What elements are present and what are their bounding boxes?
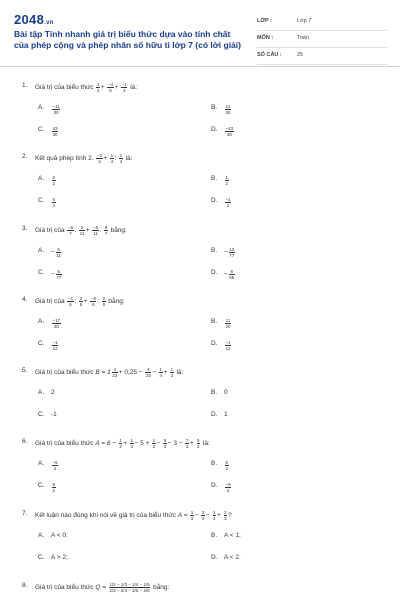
meta-row-class bbox=[257, 14, 387, 31]
question-text: Giá trị của biểu thức A = 6 − $\frac{1}{2}$ + $\frac{1}{3}$ − 5 + $\frac{1}{2}$ − $\frac{5}{3}$ − 3 − $\frac{7}{3}$ + $\frac{5}{2}$ là: bbox=[35, 438, 210, 449]
document-header bbox=[14, 12, 386, 62]
logo-suffix: .vn bbox=[44, 20, 54, 26]
document-meta bbox=[257, 14, 387, 65]
meta-key: MÔN : bbox=[257, 35, 274, 41]
question-number: 5. bbox=[22, 367, 28, 374]
meta-row-count bbox=[257, 48, 387, 65]
question-number: 6. bbox=[22, 438, 28, 445]
site-logo[interactable] bbox=[14, 12, 54, 27]
question-number: 4. bbox=[22, 296, 28, 303]
question-text: Giá trị của biểu thức B = 1 $\frac{4}{23}$ + 0,25 − $\frac{4}{23}$ − $\frac{1}{4}$ + $\frac{1}{2}$ là: bbox=[35, 367, 184, 378]
meta-key: SỐ CÂU : bbox=[257, 52, 282, 58]
question-text: Kết quả phép tính 2. $\frac{-3}{4}$ + $\frac{1}{4}$ : $\frac{1}{4}$ là: bbox=[35, 153, 133, 164]
question-number: 7. bbox=[22, 510, 28, 517]
question-text: Giá trị của biểu thức $\frac{1}{2}$ + $\frac{-4}{5}$ + $\frac{-1}{3}$ là: bbox=[35, 82, 138, 93]
logo-text: 2048 bbox=[14, 12, 45, 27]
question-text: Giá trị của $\frac{-5}{7}$ . $\frac{2}{11}$ + $\frac{-5}{11}$ . $\frac{9}{7}$ bằng: bbox=[35, 225, 127, 236]
header-divider bbox=[0, 66, 400, 67]
question-number: 2. bbox=[22, 153, 28, 160]
meta-value: Toán bbox=[297, 35, 309, 41]
question-text: Giá trị của $\frac{-1}{6}$ : $\frac{2}{5}$ + $\frac{-5}{6}$ : $\frac{2}{5}$ bằng: bbox=[35, 296, 125, 307]
meta-value: 25 bbox=[297, 52, 304, 58]
question-number: 3. bbox=[22, 225, 28, 232]
meta-value: Lớp 7 bbox=[297, 18, 312, 24]
meta-row-subject bbox=[257, 31, 387, 48]
question-number: 8. bbox=[22, 582, 28, 589]
question-text: Kết luận nào đúng khi nói về giá trị của biểu thức A = $\frac{1}{3}$ − $\frac{3}{4}$ − $\frac{1}{4}$ + $\frac{2}{3}$ ? bbox=[35, 510, 232, 521]
question-text: Giá trị của biểu thức Q = $\frac{1/2 - 1/3 - 1/4 - 1/5}{2/3 - 2/4 - 2/5 - 2/6}$ bằng: bbox=[35, 582, 170, 593]
question-number: 1. bbox=[22, 82, 28, 89]
meta-key: LỚP : bbox=[257, 18, 272, 24]
document-title: Bài tập Tính nhanh giá trị biểu thức dựa vào tính chất của phép cộng và phép nhân số hữu tỉ lớp 7 (có lời giải) bbox=[14, 29, 241, 50]
